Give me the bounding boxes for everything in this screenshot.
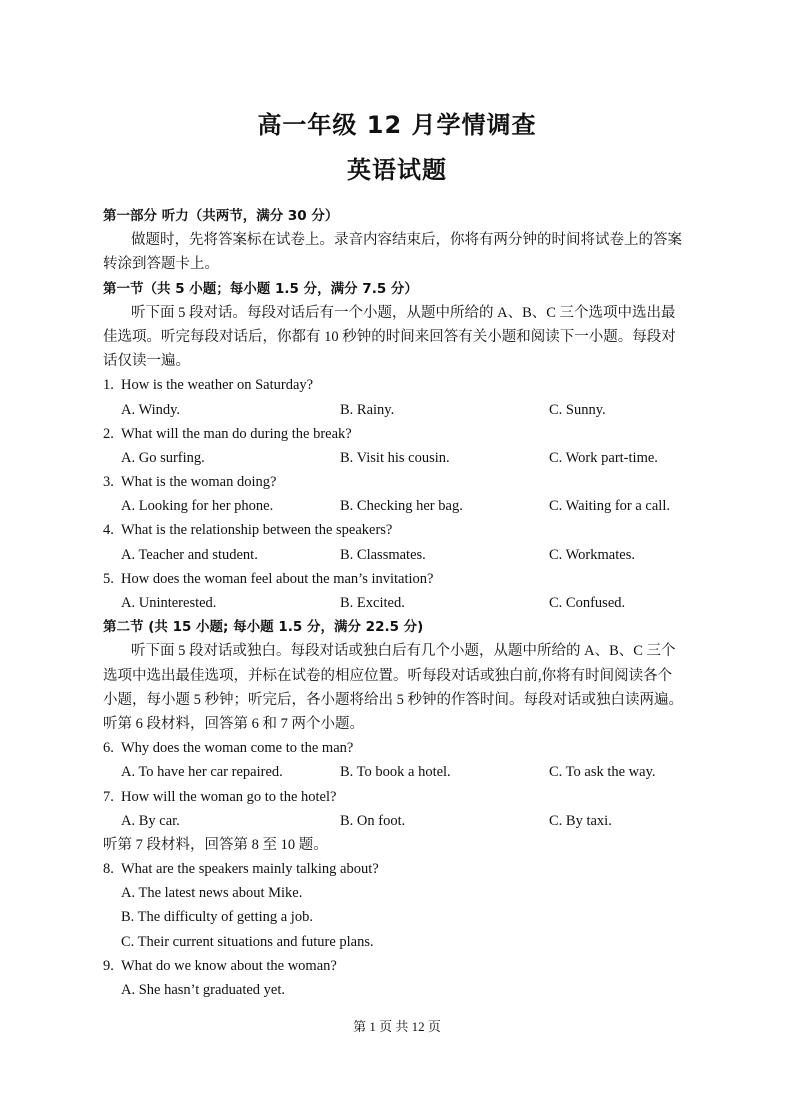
question-text: What will the man do during the break? bbox=[121, 425, 352, 442]
question-7 bbox=[103, 785, 695, 809]
option-a: A. Looking for her phone. bbox=[121, 498, 274, 515]
question-text: What is the woman doing? bbox=[121, 474, 277, 491]
option-a: A. Go surfing. bbox=[121, 449, 205, 466]
question-number: 5. bbox=[103, 570, 114, 587]
question-4-options bbox=[103, 543, 695, 567]
question-number: 7. bbox=[103, 788, 114, 805]
question-3 bbox=[103, 470, 695, 494]
section2-instruction-line2: 选项中选出最佳选项，并标在试卷的相应位置。听每段对话或独白前,你将有时间阅读各个 bbox=[103, 667, 673, 684]
question-3-options bbox=[103, 494, 695, 518]
question-2 bbox=[103, 422, 695, 446]
option-c: C. Confused. bbox=[549, 595, 626, 611]
question-number: 2. bbox=[103, 425, 114, 442]
exam-content bbox=[103, 204, 695, 1002]
question-number: 1. bbox=[103, 377, 114, 394]
question-text: How is the weather on Saturday? bbox=[121, 377, 314, 394]
option-c: C. Work part-time. bbox=[549, 449, 658, 466]
option-a: A. Uninterested. bbox=[121, 595, 217, 611]
option-a: A. Teacher and student. bbox=[121, 546, 258, 563]
material7-instruction: 听第 7 段材料，回答第 8 至 10 题。 bbox=[103, 836, 328, 853]
section2-instruction-line4: 听第 6 段材料，回答第 6 和 7 两个小题。 bbox=[103, 715, 364, 732]
option-b: B. Visit his cousin. bbox=[340, 449, 450, 466]
option-c: C. Sunny. bbox=[549, 401, 606, 418]
question-number: 6. bbox=[103, 740, 114, 757]
question-text: Why does the woman come to the man? bbox=[121, 740, 354, 757]
question-number: 8. bbox=[103, 861, 114, 878]
option-a: A. The latest news about Mike. bbox=[121, 885, 303, 902]
question-1 bbox=[103, 373, 695, 397]
question-5-options bbox=[103, 591, 695, 615]
question-text: What is the relationship between the speakers? bbox=[121, 522, 393, 539]
page-footer: 第 1 页 共 12 页 bbox=[353, 1019, 441, 1034]
section2-instruction-line3: 小题，每小题 5 秒钟；听完后，各小题将给出 5 秒钟的作答时间。每段对话或独白读两遍。 bbox=[103, 691, 683, 708]
question-text: What do we know about the woman? bbox=[121, 957, 337, 974]
option-b: B. To book a hotel. bbox=[340, 764, 451, 781]
question-6-options bbox=[103, 760, 695, 784]
section1-heading: 第一节（共 5 小题；每小题 1.5 分，满分 7.5 分） bbox=[103, 280, 418, 297]
option-a: A. Windy. bbox=[121, 401, 181, 418]
section1-instruction-line3: 话仅读一遍。 bbox=[103, 353, 190, 370]
question-6 bbox=[103, 736, 695, 760]
section1-instruction-line1: 听下面 5 段对话。每段对话后有一个小题，从题中所给的 A、B、C 三个选项中选出最 bbox=[131, 304, 676, 321]
option-b: B. Checking her bag. bbox=[340, 498, 463, 515]
section1-instruction-line2: 佳选项。听完每段对话后，你都有 10 秒钟的时间来回答有关小题和阅读下一小题。每段对 bbox=[103, 328, 676, 345]
option-c: C. Waiting for a call. bbox=[549, 498, 670, 515]
exam-title: 高一年级 12 月学情调查 bbox=[257, 111, 537, 139]
question-4 bbox=[103, 518, 695, 542]
question-5 bbox=[103, 567, 695, 591]
question-number: 9. bbox=[103, 957, 114, 974]
question-7-options bbox=[103, 809, 695, 833]
option-b: B. Rainy. bbox=[340, 401, 395, 418]
question-text: How will the woman go to the hotel? bbox=[121, 788, 337, 805]
section2-instruction-line1: 听下面 5 段对话或独白。每段对话或独白后有几个小题，从题中所给的 A、B、C 三个 bbox=[131, 643, 676, 660]
question-2-options bbox=[103, 446, 695, 470]
option-c: C. By taxi. bbox=[549, 812, 612, 829]
option-b: B. Classmates. bbox=[340, 546, 426, 563]
option-a: A. To have her car repaired. bbox=[121, 764, 283, 781]
question-8 bbox=[103, 857, 695, 881]
section2-heading: 第二节 (共 15 小题; 每小题 1.5 分，满分 22.5 分) bbox=[103, 619, 424, 636]
exam-subtitle: 英语试题 bbox=[347, 156, 447, 184]
part1-instruction-line1: 做题时，先将答案标在试卷上。录音内容结束后，你将有两分钟的时间将试卷上的答案 bbox=[131, 232, 682, 249]
option-c: C. Workmates. bbox=[549, 546, 635, 563]
option-b: B. On foot. bbox=[340, 812, 406, 829]
question-1-options bbox=[103, 398, 695, 422]
question-number: 3. bbox=[103, 474, 114, 491]
option-c: C. Their current situations and future plans. bbox=[121, 933, 374, 950]
option-a: A. She hasn’t graduated yet. bbox=[121, 982, 286, 998]
option-c: C. To ask the way. bbox=[549, 764, 656, 781]
option-a: A. By car. bbox=[121, 812, 180, 829]
question-9 bbox=[103, 954, 695, 978]
option-b: B. Excited. bbox=[340, 595, 405, 611]
part1-instruction-line2: 转涂到答题卡上。 bbox=[103, 256, 219, 273]
question-text: What are the speakers mainly talking about? bbox=[121, 861, 379, 878]
part1-heading: 第一部分 听力（共两节，满分 30 分） bbox=[103, 208, 339, 224]
question-text: How does the woman feel about the man’s invitation? bbox=[121, 570, 434, 587]
question-number: 4. bbox=[103, 522, 114, 539]
option-b: B. The difficulty of getting a job. bbox=[121, 909, 313, 926]
